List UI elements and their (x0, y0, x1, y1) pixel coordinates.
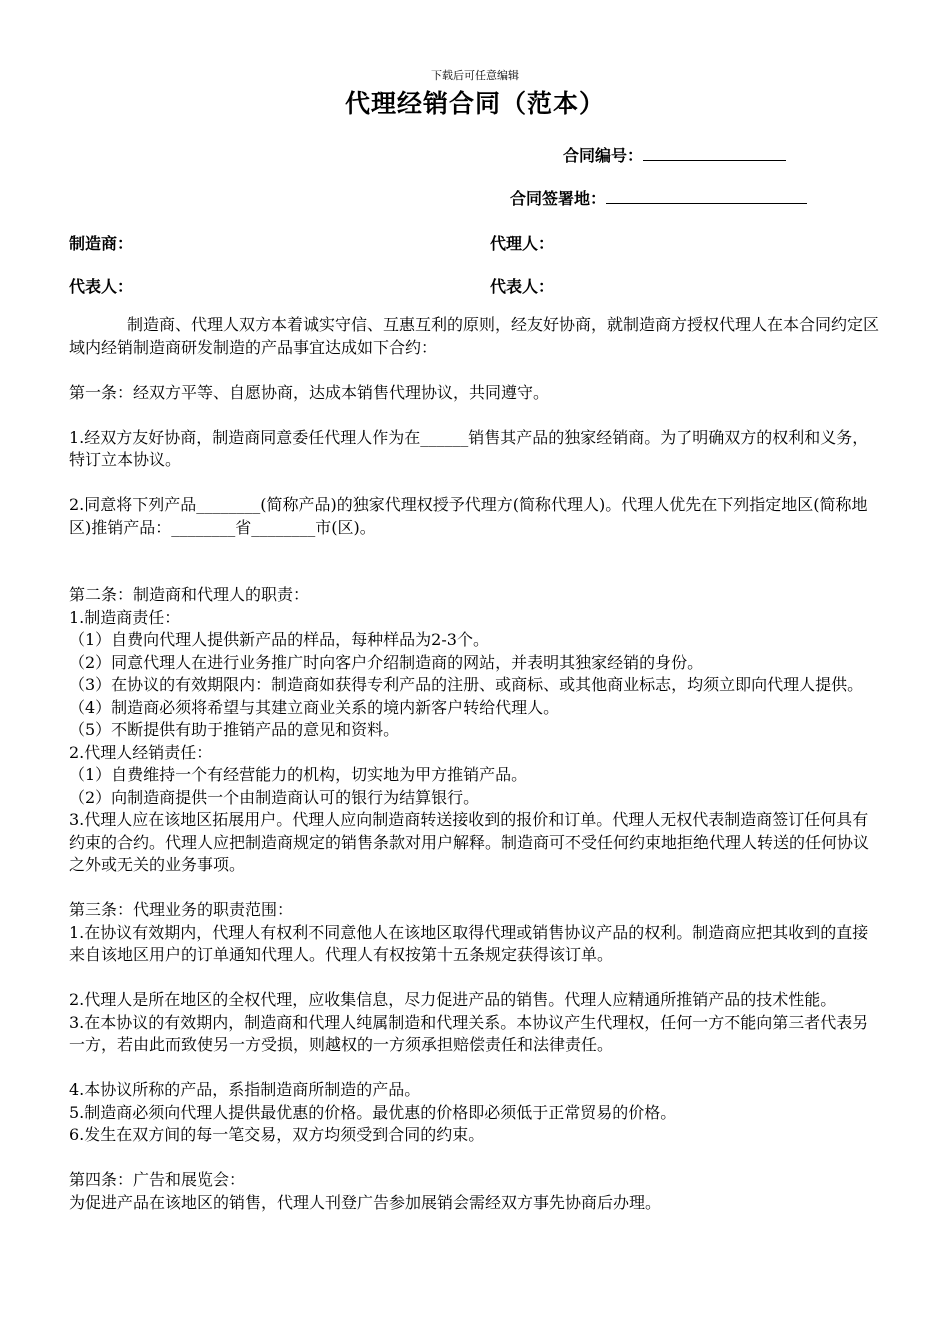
signing-place-field (510, 186, 807, 209)
article-3-clause-1: 1.在协议有效期内，代理人有权利不同意他人在该地区取得代理或销售协议产品的权利。制造商应把其收到的直接来自该地区用户的订单通知代理人。代理人有权按第十五条规定获得该订单。 (69, 922, 869, 964)
article-2-clause-3: 3.代理人应在该地区拓展用户。代理人应向制造商转送接收到的报价和订单。代理人无权代表制造商签订任何具有约束的合约。代理人应把制造商规定的销售条款对用户解释。制造商可不受任何约束地拒绝代理人转送的任何协议之外或无关的业务事项。 (69, 810, 870, 874)
article-1-clause-1: 1.经双方友好协商，制造商同意委任代理人作为在______销售其产品的独家经销商。为了明确双方的权利和义务，特订立本协议。 (69, 427, 869, 469)
article-3-clause-6: 6.发生在双方间的每一笔交易，双方均须受到合同的约束。 (69, 1125, 485, 1144)
contract-number-field (563, 143, 786, 166)
signing-place-blank[interactable] (606, 188, 807, 204)
agent-representative-label: 代表人： (490, 277, 555, 296)
manufacturer-label: 制造商： (69, 234, 134, 253)
article-2-item: （1）自费向代理人提供新产品的样品，每种样品为2-3个。 (69, 630, 489, 649)
article-2-item: （1）自费维持一个有经营能力的机构，切实地为甲方推销产品。 (69, 765, 528, 784)
signing-place-label: 合同签署地： (510, 189, 607, 208)
article-4-clause-1: 为促进产品在该地区的销售，代理人刊登广告参加展销会需经双方事先协商后办理。 (69, 1192, 662, 1212)
article-2-heading: 第二条：制造商和代理人的职责： (69, 585, 310, 604)
article-1-heading: 第一条：经双方平等、自愿协商，达成本销售代理协议，共同遵守。 (69, 382, 550, 402)
article-3-clause-5: 5.制造商必须向代理人提供最优惠的价格。最优惠的价格即必须低于正常贸易的价格。 (69, 1102, 677, 1122)
article-3-heading: 第三条：代理业务的职责范围： (69, 900, 294, 919)
document-title: 代理经销合同（范本） (344, 89, 605, 118)
article-2-item: （3）在协议的有效期限内：制造商如获得专利产品的注册、或商标、或其他商业标志，均须立即向代理人提供。 (69, 675, 864, 694)
contract-number-label: 合同编号： (563, 146, 644, 165)
article-3-clause-3: 3.在本协议的有效期内，制造商和代理人纯属制造和代理关系。本协议产生代理权，任何一方不能向第三者代表另一方，若由此而致使另一方受损，则越权的一方须承担赔偿责任和法律责任。 (69, 1012, 869, 1054)
edit-notice: 下载后可任意编辑 (431, 69, 519, 82)
article-2-clause-2: 2.代理人经销责任： (69, 742, 213, 762)
article-4-heading: 第四条：广告和展览会： (69, 1170, 246, 1189)
article-3-clause-4: 4.本协议所称的产品，系指制造商所制造的产品。 (69, 1080, 421, 1099)
intro-paragraph: 制造商、代理人双方本着诚实守信、互惠互利的原则，经友好协商，就制造商方授权代理人在本合同约定区域内经销制造商研发制造的产品事宜达成如下合约： (69, 315, 880, 357)
article-2-item: （2）向制造商提供一个由制造商认可的银行为结算银行。 (69, 787, 480, 807)
article-3-clause-2: 2.代理人是所在地区的全权代理，应收集信息，尽力促进产品的销售。代理人应精通所推销产品的技术性能。 (69, 990, 837, 1009)
contract-body (69, 314, 884, 1214)
agent-label: 代理人： (490, 234, 555, 253)
article-2-item: （4）制造商必须将希望与其建立商业关系的境内新客户转给代理人。 (69, 697, 560, 717)
manufacturer-representative-label: 代表人： (69, 277, 134, 296)
article-2-item: （5）不断提供有助于推销产品的意见和资料。 (69, 720, 400, 739)
contract-number-blank[interactable] (643, 145, 786, 161)
article-2-clause-1: 1.制造商责任： (69, 607, 181, 627)
article-2-item: （2）同意代理人在进行业务推广时向客户介绍制造商的网站，并表明其独家经销的身份。 (69, 652, 704, 672)
article-1-clause-2: 2.同意将下列产品________(简称产品)的独家代理权授予代理方(简称代理人)。代理人优先在下列指定地区(简称地区)推销产品：________省________市(区)。 (69, 495, 868, 537)
